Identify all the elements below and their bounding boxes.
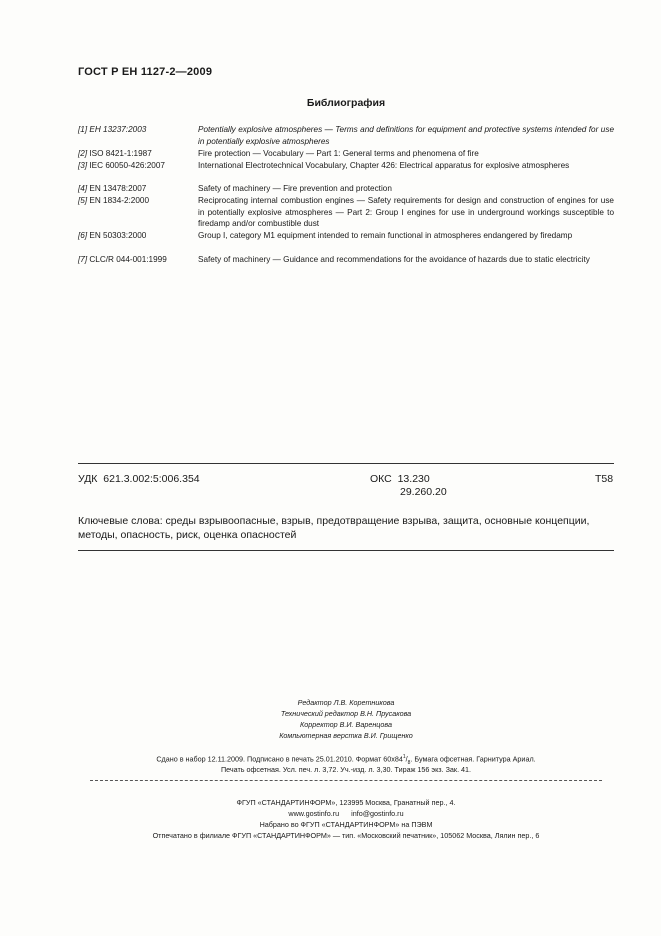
ref-number: [2] [78,149,88,158]
ref-document: EN 13478:2007 [89,184,147,193]
ref-document: CLC/R 044-001:1999 [89,255,167,264]
bibliography-ref [78,160,198,172]
ref-number: [3] [78,161,88,170]
keywords: Ключевые слова: среды взрывоопасные, взрыв, предотвращение взрыва, защита, основные концепции, методы, опасность, риск, оценка опасностей [78,515,590,541]
dashed-divider [90,780,602,781]
ref-document: EN 50303:2000 [89,231,147,240]
bibliography-item [78,254,614,278]
format-sub: 8 [407,759,411,766]
bibliography-ref [78,254,198,266]
imprint-text: . Бумага офсетная. Гарнитура Ариал. [410,754,536,764]
bibliography-item [78,160,614,184]
bibliography-ref [78,183,198,195]
divider [78,463,614,464]
imprint-line-1: Сдано в набор 12.11.2009. Подписано в печать 25.01.2010. Формат $60х84^1/_8$. Бумага офсетная. Гарнитура Ариал. [156,754,536,766]
publisher-email: info@gostinfo.ru [351,809,404,818]
ref-title: Fire protection — Vocabulary — Part 1: General terms and phenomena of fire [198,149,479,158]
oks-code [370,473,430,485]
oks-value: 13.230 [397,473,430,485]
ref-document: IEC 60050-426:2007 [89,161,165,170]
ref-title: International Electrotechnical Vocabulary, Chapter 426: Electrical apparatus for explosive atmospheres [198,161,570,170]
ref-number: [4] [78,184,88,193]
imprint-text: Сдано в набор 12.11.2009. Подписано в печать 25.01.2010. Формат 60х84 [156,754,403,764]
bibliography-ref [78,124,198,136]
publisher-website: www.gostinfo.ru [288,809,340,818]
t-code: Т58 [595,473,614,485]
publisher-address: ФГУП «СТАНДАРТИНФОРМ», 123995 Москва, Гранатный пер., 4. [236,798,456,807]
ref-title: Safety of machinery — Fire prevention and protection [198,184,392,193]
format-sup: 1 [402,754,406,760]
publisher-contacts [0,808,661,819]
bibliography-title: Библиография [306,97,386,109]
ref-document: EN 1834-2:2000 [89,196,150,205]
divider [78,550,614,551]
oks-value-second: 29.260.20 [400,486,447,498]
ref-document: ЕН 13237:2003 [89,125,147,134]
bibliography-item [78,183,614,195]
corrector-credit: Корректор В.И. Варенцова [300,720,392,729]
editor-credit: Редактор Л.В. Коретникова [297,698,395,707]
bibliography-item [78,124,614,148]
ref-number: [6] [78,231,88,240]
typeset-note: Набрано во ФГУП «СТАНДАРТИНФОРМ» на ПЭВМ [259,820,433,829]
oks-label: ОКС [370,473,392,485]
bibliography-ref [78,230,198,242]
bibliography-ref [78,148,198,160]
ref-number: [5] [78,196,88,205]
udk-label: УДК [78,473,98,485]
printed-note: Отпечатано в филиале ФГУП «СТАНДАРТИНФОРМ» — тип. «Московский печатник», 105062 Москва, Лялин пер., 6 [152,831,540,840]
imprint-line-2: Печать офсетная. Усл. печ. л. 3,72. Уч.-изд. л. 3,30. Тираж 156 экз. Зак. 41. [220,765,472,774]
udk-value: 621.3.002:5:006.354 [103,473,200,485]
ref-number: [1] [78,125,88,134]
standard-code: ГОСТ Р ЕН 1127-2—2009 [78,66,213,78]
ref-document: ISO 8421-1:1987 [89,149,152,158]
ref-title: Group I, category M1 equipment intended to remain functional in atmospheres endangered by firedamp [198,231,573,240]
ref-number: [7] [78,255,88,264]
ref-title: Potentially explosive atmospheres — Terms and definitions for equipment and protective systems intended for use in potentially explosive atmospheres [198,125,614,146]
bibliography-ref [78,195,198,207]
udk-code [78,473,200,485]
bibliography-item [78,230,614,254]
bibliography-item [78,148,614,160]
layout-credit: Компьютерная верстка В.И. Грищенко [279,731,413,740]
ref-title: Safety of machinery — Guidance and recommendations for the avoidance of hazards due to static electricity [198,255,590,264]
tech-editor-credit: Технический редактор В.Н. Прусакова [280,709,412,718]
bibliography-item [78,195,614,231]
ref-title: Reciprocating internal combustion engines — Safety requirements for design and construction of engines for use in potentially explosive atmospheres — Part 2: Group I engines for use in underground workings susceptible to firedamp and/or combustible dust [198,196,614,228]
